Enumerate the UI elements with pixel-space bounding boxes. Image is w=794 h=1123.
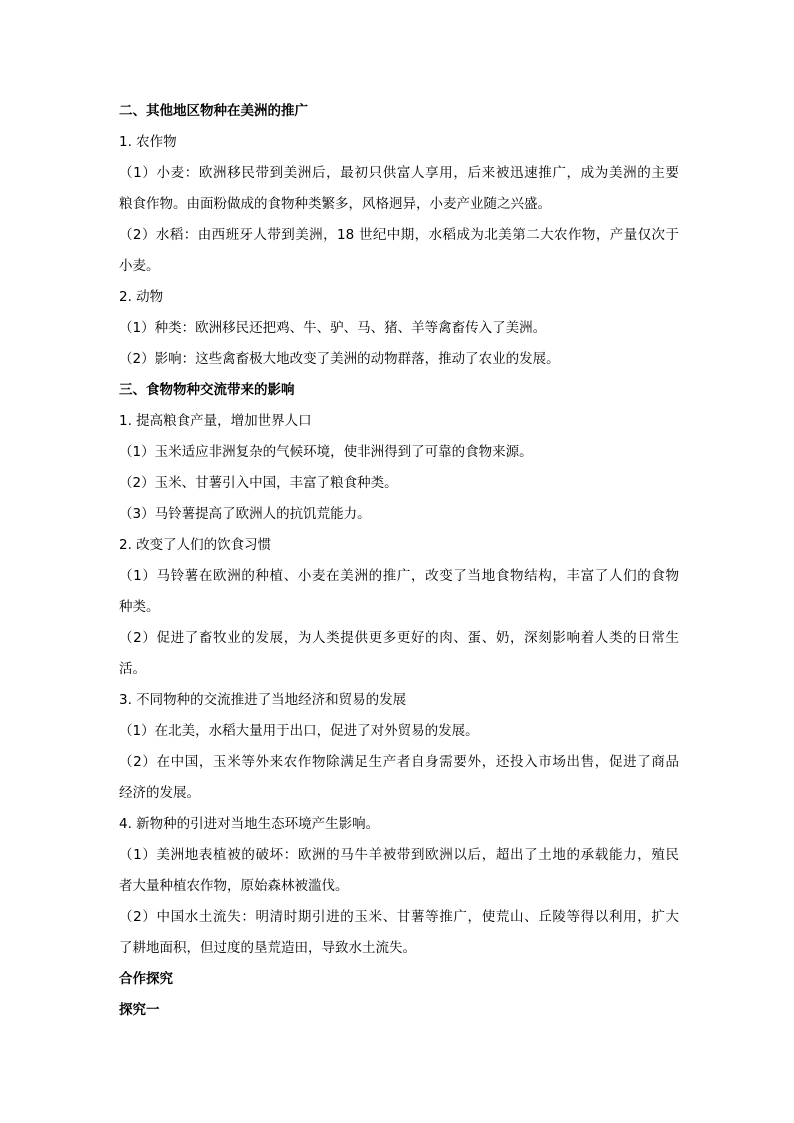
paragraph-line: （2）促进了畜牧业的发展，为人类提供更多更好的肉、蛋、奶，深刻影响着人类的日常生	[119, 630, 679, 646]
section-heading: 二、其他地区物种在美洲的推广	[119, 103, 308, 119]
list-item: 3. 不同物种的交流推进了当地经济和贸易的发展	[119, 692, 407, 708]
section-heading: 合作探究	[119, 971, 173, 987]
paragraph-line: （1）玉米适应非洲复杂的气候环境，使非洲得到了可靠的食物来源。	[119, 444, 533, 460]
paragraph-line: （1）马铃薯在欧洲的种植、小麦在美洲的推广，改变了当地食物结构，丰富了人们的食物	[119, 568, 679, 584]
paragraph-line: 小麦。	[119, 258, 160, 274]
paragraph-line: （1）种类：欧洲移民还把鸡、牛、驴、马、猪、羊等禽畜传入了美洲。	[119, 320, 547, 336]
paragraph-line: （2）中国水土流失：明清时期引进的玉米、甘薯等推广，使荒山、丘陵等得以利用，扩大	[119, 909, 679, 925]
paragraph-line: 了耕地面积，但过度的垦荒造田，导致水土流失。	[119, 940, 416, 956]
paragraph-line: （2）在中国，玉米等外来农作物除满足生产者自身需要外，还投入市场出售，促进了商品	[119, 754, 679, 770]
paragraph-line: 粮食作物。由面粉做成的食物种类繁多，风格迥异，小麦产业随之兴盛。	[119, 196, 551, 212]
paragraph-line: 经济的发展。	[119, 785, 200, 801]
list-item: 1. 提高粮食产量，增加世界人口	[119, 413, 312, 429]
paragraph-line: （1）在北美，水稻大量用于出口，促进了对外贸易的发展。	[119, 723, 479, 739]
list-item: 1. 农作物	[119, 134, 177, 150]
paragraph-line: 种类。	[119, 599, 160, 615]
list-item: 4. 新物种的引进对当地生态环境产生影响。	[119, 816, 380, 832]
paragraph-line: 者大量种植农作物，原始森林被滥伐。	[119, 878, 349, 894]
paragraph-line: （2）玉米、甘薯引入中国，丰富了粮食种类。	[119, 475, 398, 491]
paragraph-line: （2）影响：这些禽畜极大地改变了美洲的动物群落，推动了农业的发展。	[119, 351, 560, 367]
paragraph-line: 活。	[119, 661, 146, 677]
section-heading: 探究一	[119, 1002, 160, 1018]
list-item: 2. 动物	[119, 289, 164, 305]
paragraph-line: （2）水稻：由西班牙人带到美洲，18 世纪中期，水稻成为北美第二大农作物，产量仅次于	[119, 227, 679, 243]
section-heading: 三、食物物种交流带来的影响	[119, 382, 295, 398]
paragraph-line: （1）小麦：欧洲移民带到美洲后，最初只供富人享用，后来被迅速推广，成为美洲的主要	[119, 165, 679, 181]
list-item: 2. 改变了人们的饮食习惯	[119, 537, 272, 553]
paragraph-line: （3）马铃薯提高了欧洲人的抗饥荒能力。	[119, 506, 371, 522]
paragraph-line: （1）美洲地表植被的破坏：欧洲的马牛羊被带到欧洲以后，超出了土地的承载能力，殖民	[119, 847, 679, 863]
